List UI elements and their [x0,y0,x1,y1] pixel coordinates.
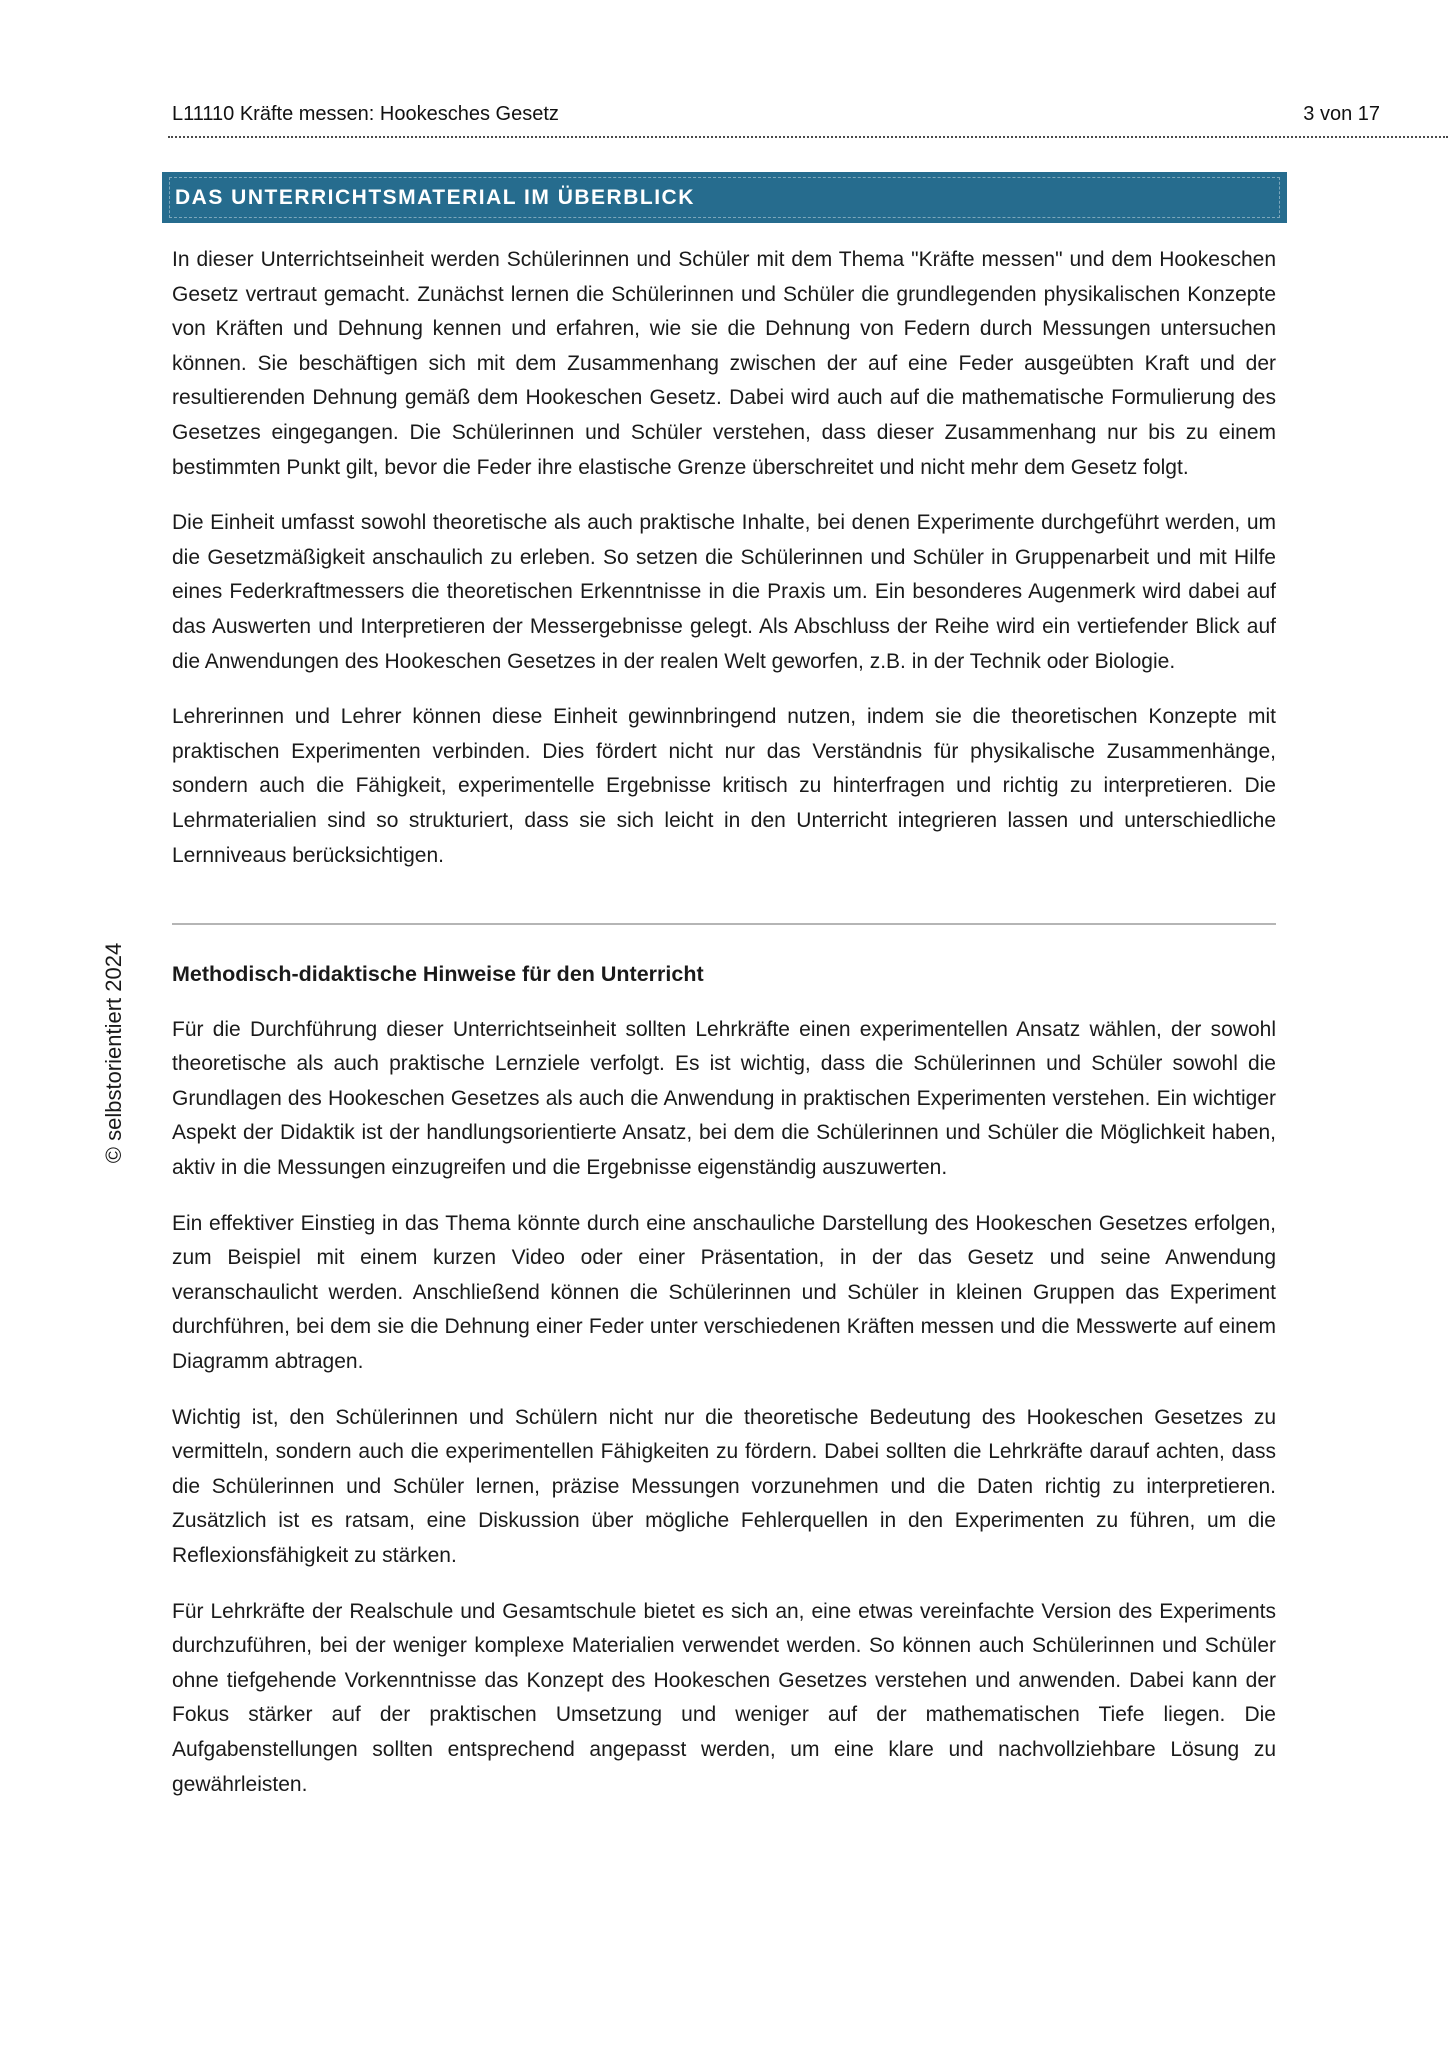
intro-paragraph-1: In dieser Unterrichtseinheit werden Schülerinnen und Schüler mit dem Thema "Kräfte messen" und dem Hookeschen Gesetz vertraut gemacht. Zunächst lernen die Schülerinnen und Schüler die grundlegenden physikalischen Konzepte von Kräften und Dehnung kennen und erfahren, wie sie die Dehnung von Federn durch Messungen untersuchen können. Sie beschäftigen sich mit dem Zusammenhang zwischen der auf eine Feder ausgeübten Kraft und der resultierenden Dehnung gemäß dem Hookeschen Gesetz. Dabei wird auch auf die mathematische Formulierung des Gesetzes eingegangen. Die Schülerinnen und Schüler verstehen, dass dieser Zusammenhang nur bis zu einem bestimmten Punkt gilt, bevor die Feder ihre elastische Grenze überschreitet und nicht mehr dem Gesetz folgt. [172,248,1276,479]
methods-paragraph-1: Für die Durchführung dieser Unterrichtseinheit sollten Lehrkräfte einen experimentellen Ansatz wählen, der sowohl theoretische als auch praktische Lernziele verfolgt. Es ist wichtig, dass die Schülerinnen und Schüler sowohl die Grundlagen des Hookeschen Gesetzes als auch die Anwendung in praktischen Experimenten verstehen. Ein wichtiger Aspekt der Didaktik ist der handlungsorientierte Ansatz, bei dem die Schülerinnen und Schüler die Möglichkeit haben, aktiv in die Messungen einzugreifen und die Ergebnisse eigenständig auszuwerten. [172,1017,1276,1180]
methods-paragraph-2: Ein effektiver Einstieg in das Thema könnte durch eine anschauliche Darstellung des Hookeschen Gesetzes erfolgen, zum Beispiel mit einem kurzen Video oder einer Präsentation, in der das Gesetz und seine Anwendung veranschaulicht werden. Anschließend können die Schülerinnen und Schüler in kleinen Gruppen das Experiment durchführen, bei dem sie die Dehnung einer Feder unter verschiedenen Kräften messen und die Messwerte auf einem Diagramm abtragen. [172,1211,1276,1374]
intro-paragraph-3: Lehrerinnen und Lehrer können diese Einheit gewinnbringend nutzen, indem sie die theoretischen Konzepte mit praktischen Experimenten verbinden. Dies fördert nicht nur das Verständnis für physikalische Zusammenhänge, sondern auch die Fähigkeit, experimentelle Ergebnisse kritisch zu hinterfragen und richtig zu interpretieren. Die Lehrmaterialien sind so strukturiert, dass sie sich leicht in den Unterricht integrieren lassen und unterschiedliche Lernniveaus berücksichtigen. [172,705,1276,867]
header-page-number: 3 von 17 [1303,103,1380,125]
methods-paragraph-4: Für Lehrkräfte der Realschule und Gesamtschule bietet es sich an, eine etwas vereinfachte Version des Experiments durchzuführen, bei der weniger komplexe Materialien verwendet werden. So können auch Schülerinnen und Schüler ohne tiefgehende Vorkenntnisse das Konzept des Hookeschen Gesetzes verstehen und anwenden. Dabei kann der Fokus stärker auf der praktischen Umsetzung und weniger auf der mathematischen Tiefe liegen. Die Aufgabenstellungen sollten entsprechend angepasst werden, um eine klare und nachvollziehbare Lösung zu gewährleisten. [172,1599,1276,1796]
subsection-heading: Methodisch-didaktische Hinweise für den Unterricht [172,962,704,987]
section-banner [162,172,1287,223]
section-divider [172,923,1276,925]
intro-paragraph-2: Die Einheit umfasst sowohl theoretische als auch praktische Inhalte, bei denen Experimente durchgeführt werden, um die Gesetzmäßigkeit anschaulich zu erleben. So setzen die Schülerinnen und Schüler in Gruppenarbeit und mit Hilfe eines Federkraftmessers die theoretischen Erkenntnisse in die Praxis um. Ein besonderes Augenmerk wird dabei auf das Auswerten und Interpretieren der Messergebnisse gelegt. Als Abschluss der Reihe wird ein vertiefender Blick auf die Anwendungen des Hookeschen Gesetzes in der realen Welt geworfen, z.B. in der Technik oder Biologie. [172,511,1276,673]
copyright-vertical-note: © selbstorientiert 2024 [101,942,126,1164]
header-doc-title: L11110 Kräfte messen: Hookesches Gesetz [172,103,559,125]
methods-paragraph-3: Wichtig ist, den Schülerinnen und Schülern nicht nur die theoretische Bedeutung des Hookeschen Gesetzes zu vermitteln, sondern auch die experimentellen Fähigkeiten zu fördern. Dabei sollten die Lehrkräfte darauf achten, dass die Schülerinnen und Schüler lernen, präzise Messungen vorzunehmen und die Daten richtig zu interpretieren. Zusätzlich ist es ratsam, eine Diskussion über mögliche Fehlerquellen in den Experimenten zu führen, um die Reflexionsfähigkeit zu stärken. [172,1405,1276,1567]
page-header [168,101,1448,138]
banner-title: DAS UNTERRICHTSMATERIAL IM ÜBERBLICK [175,185,695,209]
document-body [172,243,1276,1823]
